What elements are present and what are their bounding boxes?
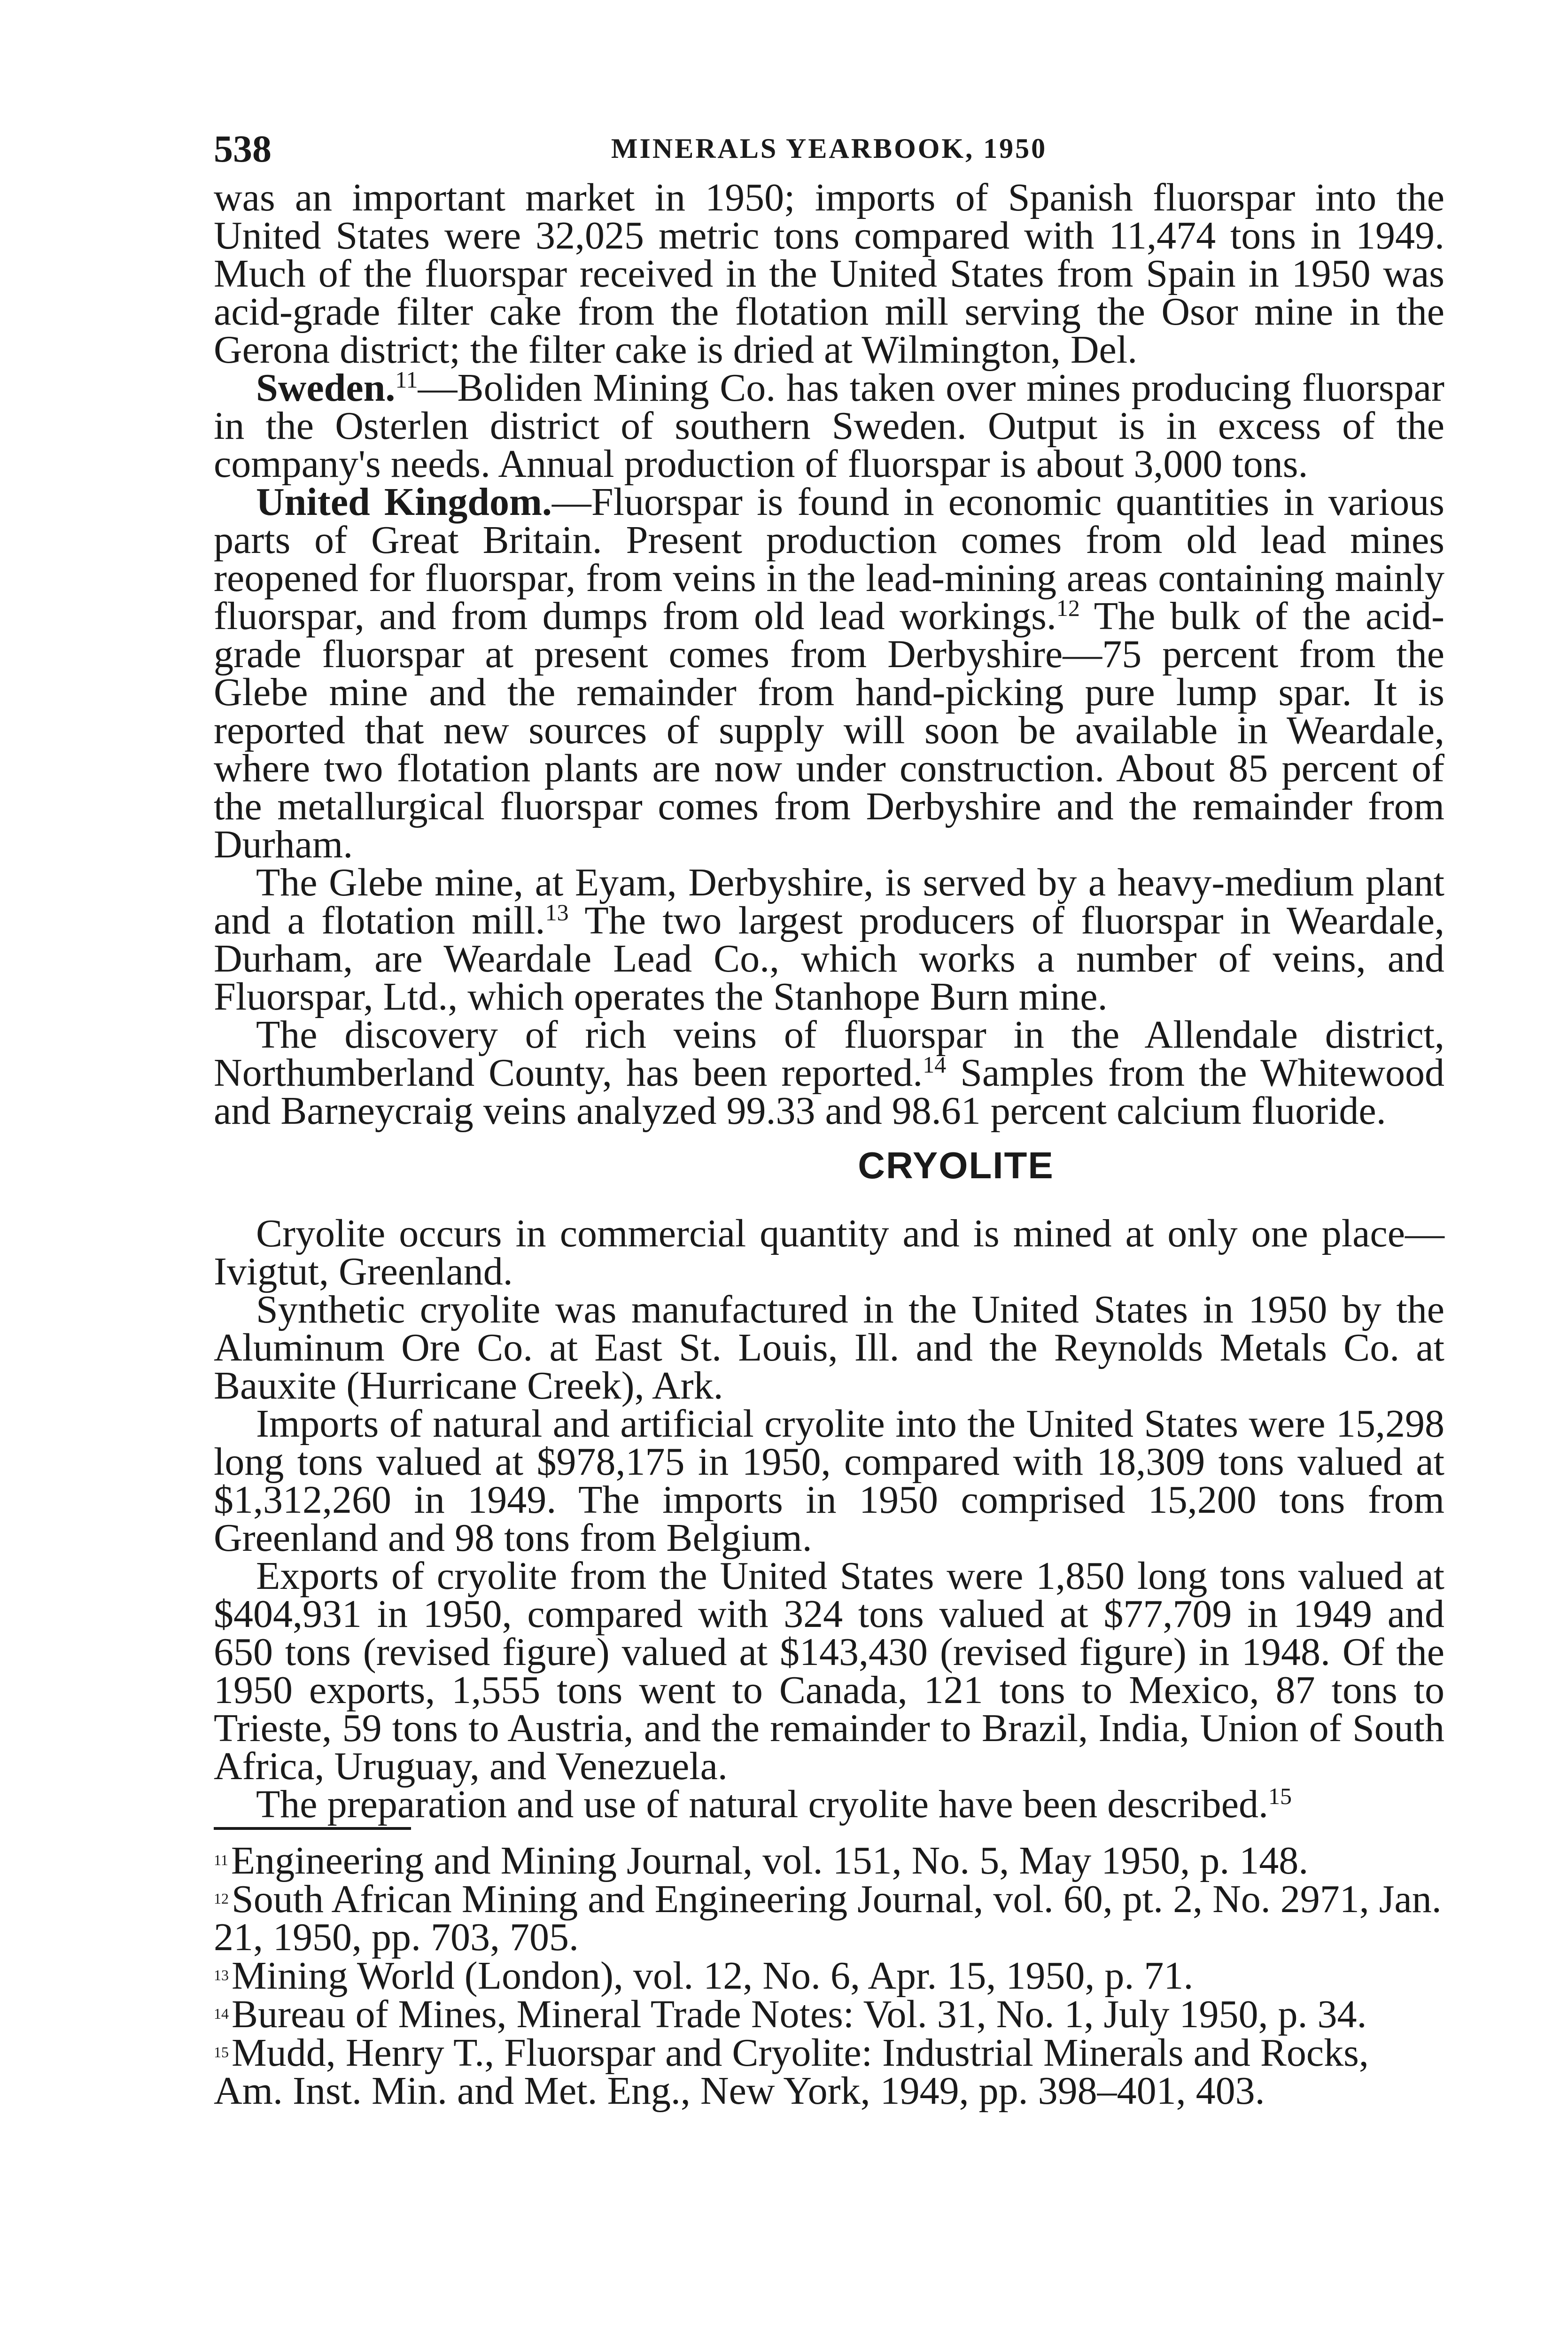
paragraph-glebe-mine bbox=[214, 861, 1444, 1019]
side-heading-united-kingdom: United Kingdom. bbox=[256, 480, 552, 524]
footnote-text: Mudd, Henry T., Fluorspar and Cryolite: Industrial Minerals and Rocks, Am. Inst. Min. and Met. Eng., New York, 1949, pp. 398–401, 403. bbox=[214, 2031, 1369, 2113]
allendale-text-a: The discovery of rich veins of fluorspar in the Allendale district, Northumberland County, has been reported. bbox=[214, 1013, 1444, 1095]
footnote-14 bbox=[214, 1992, 1444, 2036]
paragraph-united-kingdom bbox=[214, 480, 1444, 866]
footnote-ref-14: 14 bbox=[923, 1051, 947, 1078]
footnote-ref-11: 11 bbox=[395, 366, 418, 393]
running-head bbox=[214, 127, 1444, 179]
footnote-number: 14 bbox=[214, 2005, 229, 2022]
preparation-text: The preparation and use of natural cryolite have been described. bbox=[256, 1782, 1269, 1826]
paragraph-cryolite-occurrence: Cryolite occurs in commercial quantity and is mined at only one place—Ivigtut, Greenland. bbox=[214, 1212, 1444, 1293]
footnote-text: Bureau of Mines, Mineral Trade Notes: Vol. 31, No. 1, July 1950, p. 34. bbox=[232, 1992, 1367, 2036]
footnote-ref-15: 15 bbox=[1268, 1783, 1292, 1809]
sweden-text: —Boliden Mining Co. has taken over mines producing fluorspar in the Osterlen district of southern Sweden. Output is in excess of the company's needs. Annual production of fluorspar is about 3,000 tons. bbox=[214, 366, 1444, 486]
footnote-ref-13: 13 bbox=[545, 899, 569, 926]
running-title: MINERALS YEARBOOK, 1950 bbox=[611, 133, 1048, 164]
paragraph-allendale bbox=[214, 1013, 1444, 1133]
footnotes bbox=[214, 1839, 1444, 2113]
paragraph-cryolite-preparation bbox=[214, 1782, 1444, 1826]
footnote-text: Engineering and Mining Journal, vol. 151, No. 5, May 1950, p. 148. bbox=[231, 1839, 1309, 1882]
footnote-number: 12 bbox=[214, 1890, 229, 1907]
uk-text-a: —Fluorspar is found in economic quantities in various parts of Great Britain. Present production comes from old lead mines reopened for fluorspar, from veins in the lead-mining areas containing mainly fluorspar, and from dumps from old lead workings. bbox=[214, 480, 1444, 638]
allendale-text-b: Samples from the Whitewood and Barneycraig veins analyzed 99.33 and 98.61 percent calcium fluoride. bbox=[214, 1051, 1444, 1133]
side-heading-sweden: Sweden. bbox=[256, 366, 396, 410]
footnote-12 bbox=[214, 1877, 1444, 1959]
footnote-11 bbox=[214, 1841, 1444, 1880]
paragraph-cryolite-imports: Imports of natural and artificial cryolite into the United States were 15,298 long tons valued at $978,175 in 1950, compared with 18,309 tons valued at $1,312,260 in 1949. The imports in 1950 comprised 15,200 tons from Greenland and 98 tons from Belgium. bbox=[214, 1402, 1444, 1560]
footnote-13 bbox=[214, 1954, 1444, 1998]
footnote-text: South African Mining and Engineering Journal, vol. 60, pt. 2, No. 2971, Jan. 21, 1950, pp. 703, 705. bbox=[214, 1877, 1442, 1959]
footnote-number: 11 bbox=[214, 1851, 228, 1868]
paragraph-spain-continued: was an important market in 1950; imports of Spanish fluorspar into the United States were 32,025 metric tons compared with 11,474 tons in 1949. Much of the fluorspar received in the United States from Spain in 1950 was acid-grade filter cake from the flotation mill serving the Osor mine in the Gerona district; the filter cake is dried at Wilmington, Del. bbox=[214, 176, 1444, 372]
footnote-rule bbox=[214, 1827, 411, 1830]
uk-text-b: The bulk of the acid-grade fluorspar at present comes from Derbyshire—75 percent from the Glebe mine and the remainder from hand-picking pure lump spar. It is reported that new sources of supply will soon be available in Weardale, where two flotation plants are now under construction. About 85 percent of the metallurgical fluorspar comes from Derbyshire and the remainder from Durham. bbox=[214, 594, 1444, 866]
footnote-text: Mining World (London), vol. 12, No. 6, Apr. 15, 1950, p. 71. bbox=[232, 1954, 1194, 1998]
footnote-15 bbox=[214, 2031, 1444, 2113]
paragraph-cryolite-exports: Exports of cryolite from the United States were 1,850 long tons valued at $404,931 in 1950, compared with 324 tons valued at $77,709 in 1949 and 650 tons (revised figure) valued at $143,430 (revised figure) in 1948. Of the 1950 exports, 1,555 tons went to Canada, 121 tons to Mexico, 87 tons to Trieste, 59 tons to Austria, and the remainder to Brazil, India, Union of South Africa, Uruguay, and Venezuela. bbox=[214, 1554, 1444, 1788]
paragraph-sweden bbox=[214, 366, 1444, 486]
footnote-number: 13 bbox=[214, 1967, 229, 1983]
glebe-text-b: The two largest producers of fluorspar in Weardale, Durham, are Weardale Lead Co., which works a number of veins, and Fluorspar, Ltd., which operates the Stanhope Burn mine. bbox=[214, 899, 1444, 1019]
footnote-ref-12: 12 bbox=[1056, 595, 1080, 621]
page-number: 538 bbox=[214, 127, 272, 170]
footnote-number: 15 bbox=[214, 2044, 229, 2061]
glebe-text-a: The Glebe mine, at Eyam, Derbyshire, is served by a heavy-medium plant and a flotation mill. bbox=[214, 861, 1444, 942]
document-page bbox=[214, 127, 1444, 2113]
paragraph-synthetic-cryolite: Synthetic cryolite was manufactured in the United States in 1950 by the Aluminum Ore Co. at East St. Louis, Ill. and the Reynolds Metals Co. at Bauxite (Hurricane Creek), Ark. bbox=[214, 1288, 1444, 1408]
section-heading-cryolite: CRYOLITE bbox=[858, 1144, 1054, 1186]
